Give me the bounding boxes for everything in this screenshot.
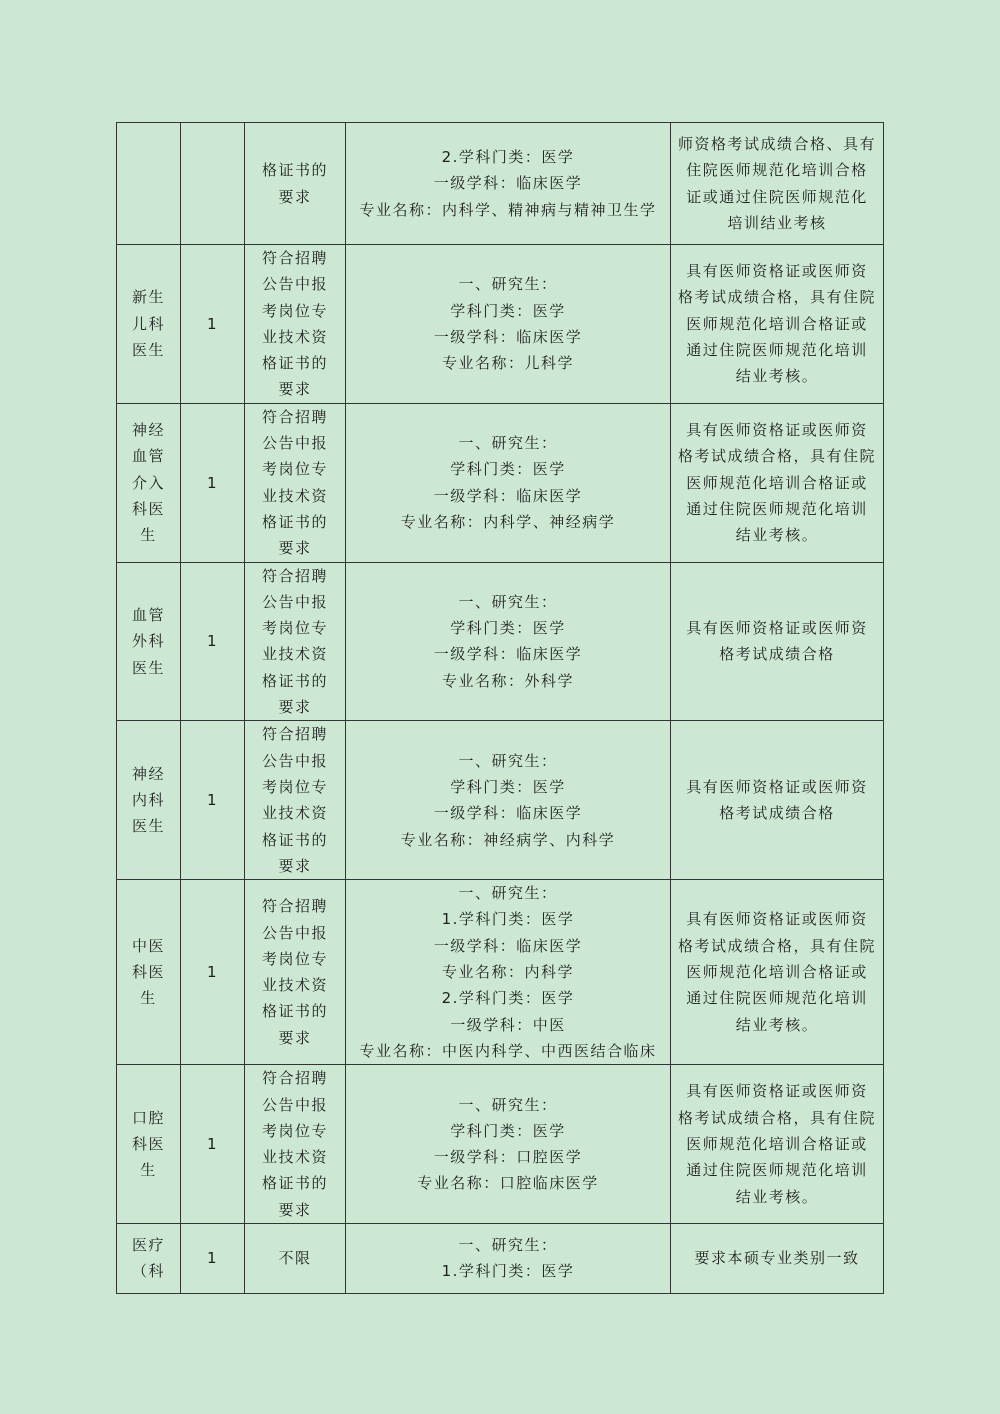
certificate-cell: 符合招聘 公告中报 考岗位专 业技术资 格证书的 要求 — [245, 403, 346, 562]
major-cell: 一、研究生： 学科门类：医学 一级学科：临床医学 专业名称：儿科学 — [346, 245, 671, 404]
certificate-cell: 符合招聘 公告中报 考岗位专 业技术资 格证书的 要求 — [245, 562, 346, 721]
major-cell: 一、研究生： 学科门类：医学 一级学科：临床医学 专业名称：内科学、神经病学 — [346, 403, 671, 562]
count-cell: 1 — [181, 245, 245, 404]
count-cell: 1 — [181, 1065, 245, 1224]
certificate-cell: 符合招聘 公告中报 考岗位专 业技术资 格证书的 要求 — [245, 880, 346, 1065]
certificate-cell: 不限 — [245, 1223, 346, 1293]
table-row — [117, 1065, 884, 1224]
position-cell: 中医 科医 生 — [117, 880, 181, 1065]
major-cell: 一、研究生： 学科门类：医学 一级学科：临床医学 专业名称：外科学 — [346, 562, 671, 721]
condition-cell: 要求本硕专业类别一致 — [671, 1223, 884, 1293]
position-cell: 血管 外科 医生 — [117, 562, 181, 721]
major-cell: 一、研究生： 1.学科门类：医学 — [346, 1223, 671, 1293]
position-cell — [117, 123, 181, 245]
major-cell: 2.学科门类：医学 一级学科：临床医学 专业名称：内科学、精神病与精神卫生学 — [346, 123, 671, 245]
certificate-cell: 符合招聘 公告中报 考岗位专 业技术资 格证书的 要求 — [245, 721, 346, 880]
condition-cell: 师资格考试成绩合格、具有 住院医师规范化培训合格 证或通过住院医师规范化 培训结业考核 — [671, 123, 884, 245]
position-cell: 神经 血管 介入 科医 生 — [117, 403, 181, 562]
count-cell: 1 — [181, 721, 245, 880]
count-cell — [181, 123, 245, 245]
major-cell: 一、研究生： 学科门类：医学 一级学科：口腔医学 专业名称：口腔临床医学 — [346, 1065, 671, 1224]
table-row — [117, 880, 884, 1065]
table-row — [117, 403, 884, 562]
recruitment-table — [116, 122, 884, 1294]
major-cell: 一、研究生： 1.学科门类：医学 一级学科：临床医学 专业名称：内科学 2.学科门类：医学 一级学科：中医 专业名称：中医内科学、中西医结合临床 — [346, 880, 671, 1065]
condition-cell: 具有医师资格证或医师资 格考试成绩合格 — [671, 562, 884, 721]
position-cell: 医疗 （科 — [117, 1223, 181, 1293]
condition-cell: 具有医师资格证或医师资 格考试成绩合格，具有住院 医师规范化培训合格证或 通过住院医师规范化培训 结业考核。 — [671, 880, 884, 1065]
certificate-cell: 格证书的 要求 — [245, 123, 346, 245]
table-row — [117, 245, 884, 404]
certificate-cell: 符合招聘 公告中报 考岗位专 业技术资 格证书的 要求 — [245, 1065, 346, 1224]
count-cell: 1 — [181, 1223, 245, 1293]
position-cell: 口腔 科医 生 — [117, 1065, 181, 1224]
count-cell: 1 — [181, 562, 245, 721]
table-row — [117, 721, 884, 880]
certificate-cell: 符合招聘 公告中报 考岗位专 业技术资 格证书的 要求 — [245, 245, 346, 404]
count-cell: 1 — [181, 403, 245, 562]
table-row — [117, 123, 884, 245]
condition-cell: 具有医师资格证或医师资 格考试成绩合格，具有住院 医师规范化培训合格证或 通过住院医师规范化培训 结业考核。 — [671, 245, 884, 404]
position-cell: 新生 儿科 医生 — [117, 245, 181, 404]
condition-cell: 具有医师资格证或医师资 格考试成绩合格 — [671, 721, 884, 880]
major-cell: 一、研究生： 学科门类：医学 一级学科：临床医学 专业名称：神经病学、内科学 — [346, 721, 671, 880]
count-cell: 1 — [181, 880, 245, 1065]
condition-cell: 具有医师资格证或医师资 格考试成绩合格，具有住院 医师规范化培训合格证或 通过住院医师规范化培训 结业考核。 — [671, 1065, 884, 1224]
table-row — [117, 562, 884, 721]
table-row — [117, 1223, 884, 1293]
condition-cell: 具有医师资格证或医师资 格考试成绩合格，具有住院 医师规范化培训合格证或 通过住院医师规范化培训 结业考核。 — [671, 403, 884, 562]
position-cell: 神经 内科 医生 — [117, 721, 181, 880]
